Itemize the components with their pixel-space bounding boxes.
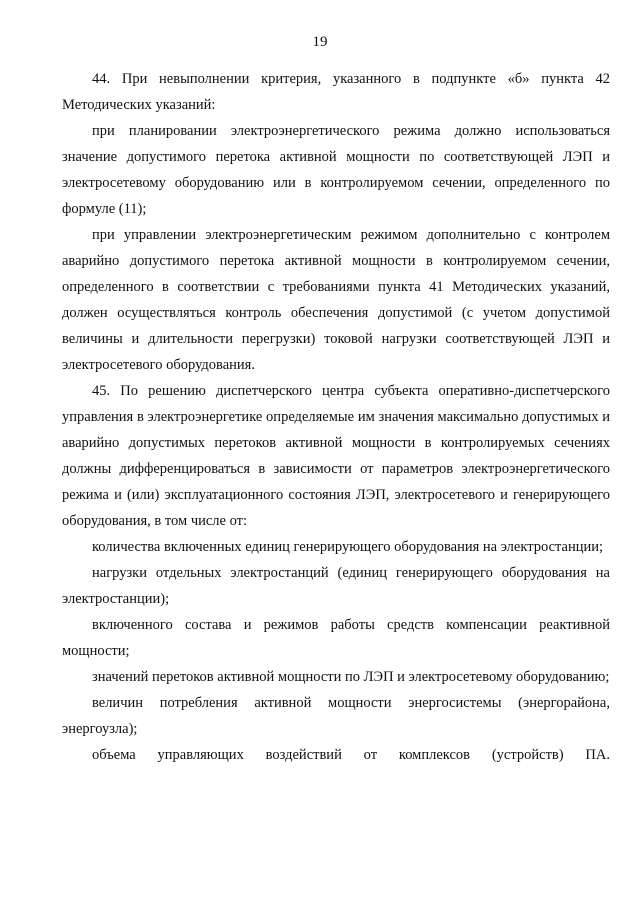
list-item-consumption: величин потребления активной мощности энергосистемы (энергорайона, энергоузла); (62, 695, 610, 737)
page-number: 19 (312, 34, 328, 50)
list-item-control-actions: объема управляющих воздействий от комплексов (устройств) ПА. (92, 747, 610, 763)
list-item-reactive-compensation: включенного состава и режимов работы средств компенсации реактивной мощности; (62, 617, 610, 659)
paragraph-44-intro: 44. При невыполнении критерия, указанного в подпункте «б» пункта 42 Методических указаний: (62, 71, 610, 113)
paragraph-planning: при планировании электроэнергетического режима должно использоваться значение допустимого перетока активной мощности по соответствующей ЛЭП и электросетевому оборудованию или в контролируемом сечении, определенного по формуле (11); (62, 123, 610, 217)
paragraph-control: при управлении электроэнергетическим режимом дополнительно с контролем аварийно допустимого перетока активной мощности в контролируемом сечении, определенного в соответствии с требованиями пункта 41 Методических указаний, должен осуществляться контроль обеспечения допустимой (с учетом допустимой величины и длительности перегрузки) токовой нагрузки соответствующей ЛЭП и электросетевого оборудования. (62, 227, 610, 373)
paragraph-45-intro: 45. По решению диспетчерского центра субъекта оперативно-диспетчерского управления в электроэнергетике определяемые им значения максимально допустимых и аварийно допустимых перетоков активной мощности в контролируемых сечениях должны дифференцироваться в зависимости от параметров электроэнергетического режима и (или) эксплуатационного состояния ЛЭП, электросетевого и генерирующего оборудования, в том числе от: (62, 383, 610, 529)
list-item-power-flows: значений перетоков активной мощности по ЛЭП и электросетевому оборудованию; (92, 669, 610, 685)
list-item-generating-units: количества включенных единиц генерирующего оборудования на электростанции; (92, 539, 604, 555)
document-body (62, 66, 610, 768)
list-item-plant-load: нагрузки отдельных электростанций (единиц генерирующего оборудования на электростанции); (62, 565, 610, 607)
